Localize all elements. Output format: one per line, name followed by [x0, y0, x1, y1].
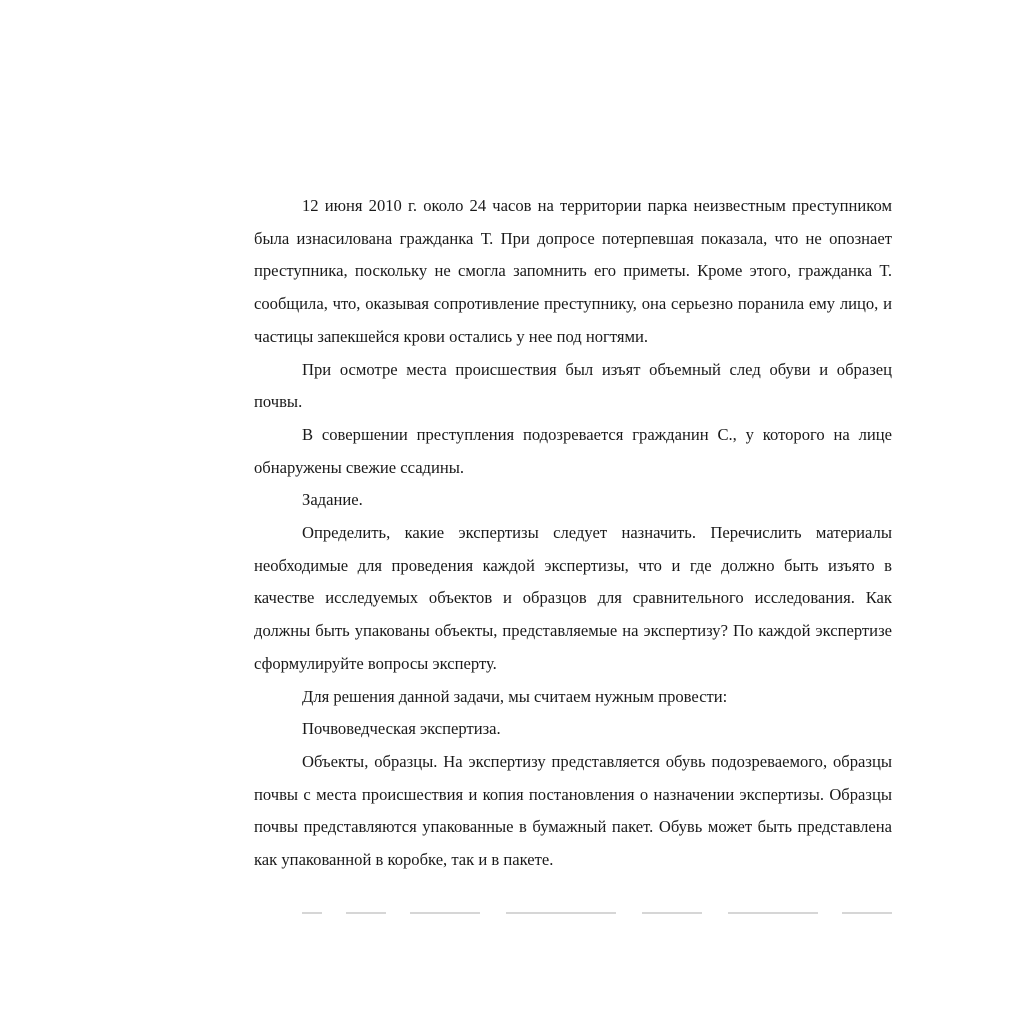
- paragraph-task-heading: Задание.: [302, 490, 363, 510]
- paragraph-expertise-heading: Почвоведческая экспертиза.: [302, 719, 501, 739]
- paragraph-case-description: 12 июня 2010 г. около 24 часов на территории парка неизвестным преступником была изнасилована гражданка Т. При допросе потерпевшая показала, что не опознает преступника, поскольку не смогла запомнить его приметы. Кроме этого, гражданка Т. сообщила, что, оказывая сопротивление преступнику, она серьезно поранила ему лицо, и частицы запекшейся крови остались у нее под ногтями.: [254, 196, 892, 346]
- cropped-next-line: [302, 912, 892, 922]
- paragraph-solution-intro: Для решения данной задачи, мы считаем нужным провести:: [302, 686, 728, 706]
- paragraph-task: Определить, какие экспертизы следует назначить. Перечислить материалы необходимые для проведения каждой экспертизы, что и где должно быть изъято в качестве исследуемых объектов и образцов для сравнительного исследования. Как должны быть упакованы объекты, представляемые на экспертизу? По каждой экспертизе сформулируйте вопросы эксперту.: [254, 523, 892, 673]
- paragraph-crime-scene: При осмотре места происшествия был изъят объемный след обуви и образец почвы.: [254, 359, 892, 412]
- paragraph-objects-samples: Объекты, образцы. На экспертизу представляется обувь подозреваемого, образцы почвы с места происшествия и копия постановления о назначении экспертизы. Образцы почвы представляются упакованные в бумажный пакет. Обувь может быть представлена как упакованной в коробке, так и в пакете.: [254, 751, 892, 870]
- document-body: [254, 190, 892, 877]
- paragraph-suspect: В совершении преступления подозревается гражданин С., у которого на лице обнаружены свежие ссадины.: [254, 424, 892, 477]
